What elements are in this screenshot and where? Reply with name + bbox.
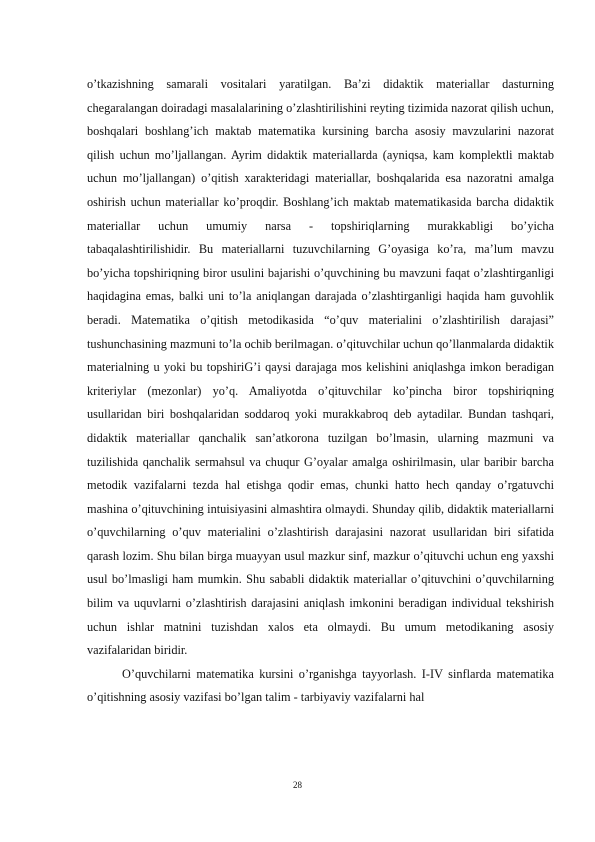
- paragraph-2: O’quvchilarni matematika kursini o’rganishga tayyorlash. I-IV sinflarda matematika o’qitishning asosiy vazifasi bo’lgan talim - tarbiyaviy vazifalarni hal: [87, 666, 554, 705]
- page-number: 28: [293, 780, 302, 790]
- paragraph-1: o’tkazishning samarali vositalari yaratilgan. Ba’zi didaktik materiallar dasturning chegaralangan doiradagi masalalarining o’zlashtirilishini reyting tizimida nazorat qilish uchun, boshqalari boshlang’ich maktab matematika kursining barcha asosiy mavzularini nazorat qilish uchun mo’ljallangan. Ayrim didaktik materiallarda (ayniqsa, kam komplektli maktab uchun mo’ljallangan) o’qitish xarakteridagi materiallar, boshqalarida esa nazoratni amalga oshirish uchun materiallar ko’proqdir. Boshlang’ich maktab matematikasida barcha didaktik materiallar uchun umumiy narsa - topshiriqlarning murakkabligi bo’yicha tabaqalashtirilishidir. Bu materiallarni tuzuvchilarning G’oyasiga ko’ra, ma’lum mavzu bo’yicha topshiriqning biror usulini bajarishi o’quvchining bu mavzuni faqat o’zlashtirganligi haqidagina emas, balki uni to’la aniqlangan darajada o’zlashtirganligi haqida ham guvohlik beradi. Matematika o’qitish metodikasida “o’quv materialini o’zlashtirilish darajasi” tushunchasining mazmuni to’la ochib berilmagan. o’qituvchilar uchun qo’llanmalarda didaktik materialning u yoki bu topshiriG’i qaysi darajaga mos kelishini aniqlashga imkon beradigan kriteriylar (mezonlar) yo’q. Amaliyotda o’qituvchilar ko’pincha biror topshiriqning usullaridan biri boshqalaridan soddaroq yoki murakkabroq deb aytadilar. Bundan tashqari, didaktik materiallar qanchalik san’atkorona tuzilgan bo’lmasin, ularning mazmuni va tuzilishida qanchalik sermahsul va chuqur G’oyalar amalga oshirilmasin, ular baribir barcha metodik vazifalarni tezda hal etishga qodir emas, chunki hatto hech qanday o’rgatuvchi mashina o’qituvchining intuisiyasini almashtira olmaydi. Shunday qilib, didaktik materiallarni o’quvchilarning o’quv materialini o’zlashtirish darajasini nazorat usullaridan biri sifatida qarash lozim. Shu bilan birga muayyan usul mazkur sinf, mazkur o’qituvchi uchun eng yaxshi usul bo’lmasligi ham mumkin. Shu sababli didaktik materiallar o’qituvchini o’quvchilarning bilim va uquvlarni o’zlashtirish darajasini aniqlash imkonini beradigan individual tekshirish uchun ishlar matnini tuzishdan xalos eta olmaydi. Bu umum metodikaning asosiy vazifalaridan biridir.: [87, 77, 554, 658]
- body-text: [87, 73, 554, 710]
